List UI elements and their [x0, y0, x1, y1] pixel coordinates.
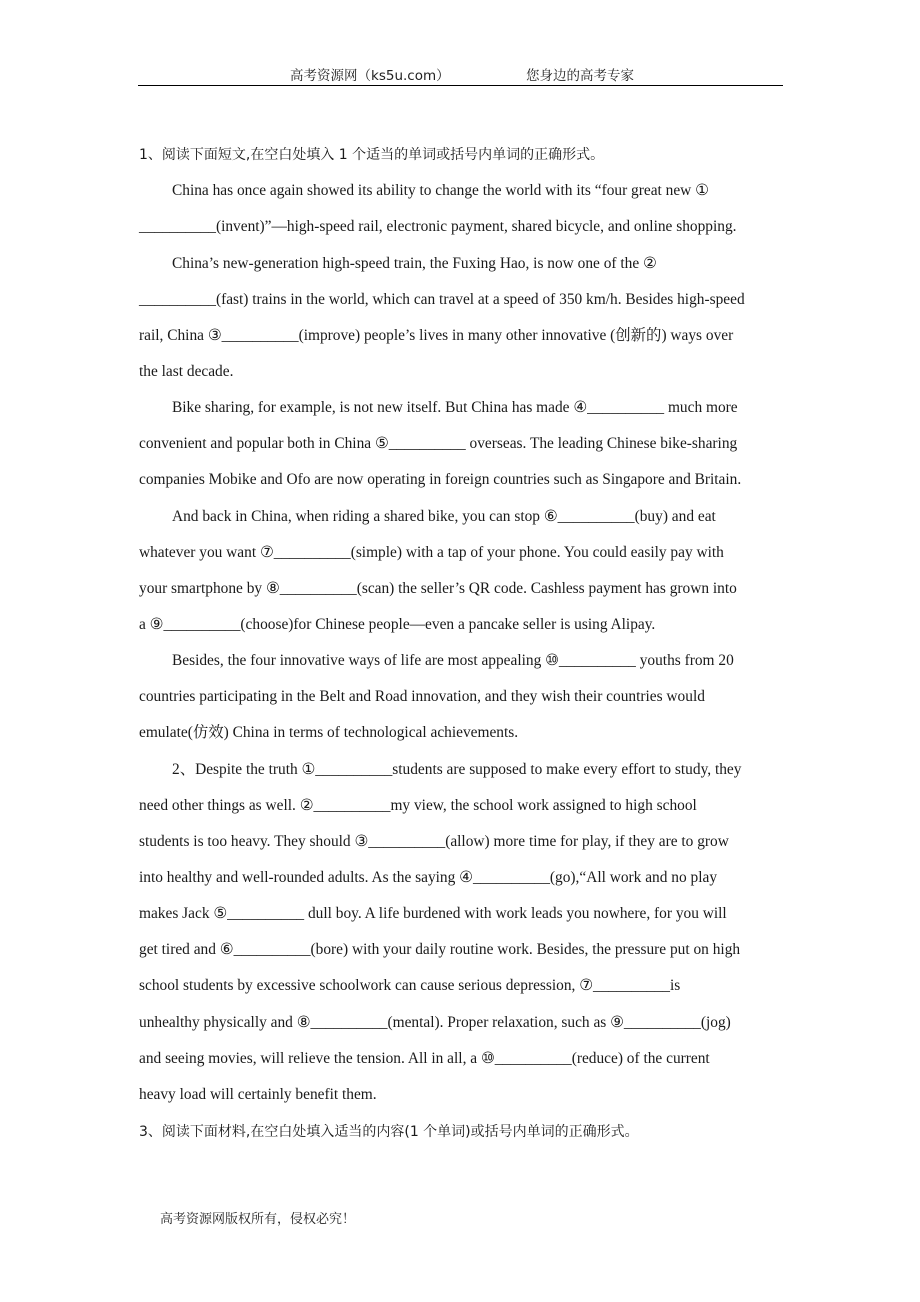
- text-line: heavy load will certainly benefit them.: [139, 1086, 377, 1103]
- text-line: unhealthy physically and ⑧__________(mental). Proper relaxation, such as ⑨__________(jog): [139, 1014, 731, 1031]
- text-line: your smartphone by ⑧__________(scan) the seller’s QR code. Cashless payment has grown into: [139, 580, 737, 597]
- text-line: get tired and ⑥__________(bore) with your daily routine work. Besides, the pressure put on high: [139, 941, 741, 958]
- text-line: the last decade.: [139, 363, 234, 380]
- text-line: And back in China, when riding a shared bike, you can stop ⑥__________(buy) and eat: [172, 508, 716, 525]
- text-line: students is too heavy. They should ③__________(allow) more time for play, if they are to grow: [139, 833, 729, 850]
- text-line: Besides, the four innovative ways of life are most appealing ⑩__________ youths from 20: [172, 652, 734, 669]
- text-line: companies Mobike and Ofo are now operating in foreign countries such as Singapore and Britain.: [139, 471, 742, 488]
- text-line: a ⑨__________(choose)for Chinese people—even a pancake seller is using Alipay.: [139, 616, 656, 633]
- text-line: school students by excessive schoolwork can cause serious depression, ⑦__________is: [139, 977, 681, 994]
- question-3-instruction: 3、阅读下面材料,在空白处填入适当的内容(1 个单词)或括号内单词的正确形式。: [139, 1124, 639, 1140]
- page-header: [138, 64, 783, 86]
- text-line: rail, China ③__________(improve) people’s lives in many other innovative (创新的) ways over: [139, 327, 734, 344]
- text-line: China has once again showed its ability to change the world with its “four great new ①: [172, 182, 709, 199]
- text-line: __________(invent)”—high-speed rail, electronic payment, shared bicycle, and online shopping.: [139, 218, 737, 235]
- text-line: makes Jack ⑤__________ dull boy. A life burdened with work leads you nowhere, for you will: [139, 905, 727, 922]
- text-line: and seeing movies, will relieve the tension. All in all, a ⑩__________(reduce) of the current: [139, 1050, 710, 1067]
- text-line: China’s new-generation high-speed train, the Fuxing Hao, is now one of the ②: [172, 255, 657, 272]
- header-source: 高考资源网（ks5u.com）: [290, 68, 450, 84]
- text-line: into healthy and well-rounded adults. As the saying ④__________(go),“All work and no play: [139, 869, 718, 886]
- text-line: convenient and popular both in China ⑤__________ overseas. The leading Chinese bike-sharing: [139, 435, 738, 452]
- text-line: emulate(仿效) China in terms of technological achievements.: [139, 724, 519, 741]
- text-line: need other things as well. ②__________my view, the school work assigned to high school: [139, 797, 697, 814]
- header-divider: [138, 85, 783, 86]
- question-1-instruction: 1、阅读下面短文,在空白处填入 1 个适当的单词或括号内单词的正确形式。: [139, 147, 605, 163]
- header-slogan: 您身边的高考专家: [526, 68, 634, 84]
- question-2-line: 2、Despite the truth ①__________students are supposed to make every effort to study, they: [172, 761, 742, 778]
- text-line: whatever you want ⑦__________(simple) with a tap of your phone. You could easily pay with: [139, 544, 724, 561]
- text-line: countries participating in the Belt and Road innovation, and they wish their countries would: [139, 688, 705, 705]
- text-line: __________(fast) trains in the world, which can travel at a speed of 350 km/h. Besides high-speed: [139, 291, 745, 308]
- page-footer: 高考资源网版权所有，侵权必究！: [160, 1212, 356, 1227]
- text-line: Bike sharing, for example, is not new itself. But China has made ④__________ much more: [172, 399, 738, 416]
